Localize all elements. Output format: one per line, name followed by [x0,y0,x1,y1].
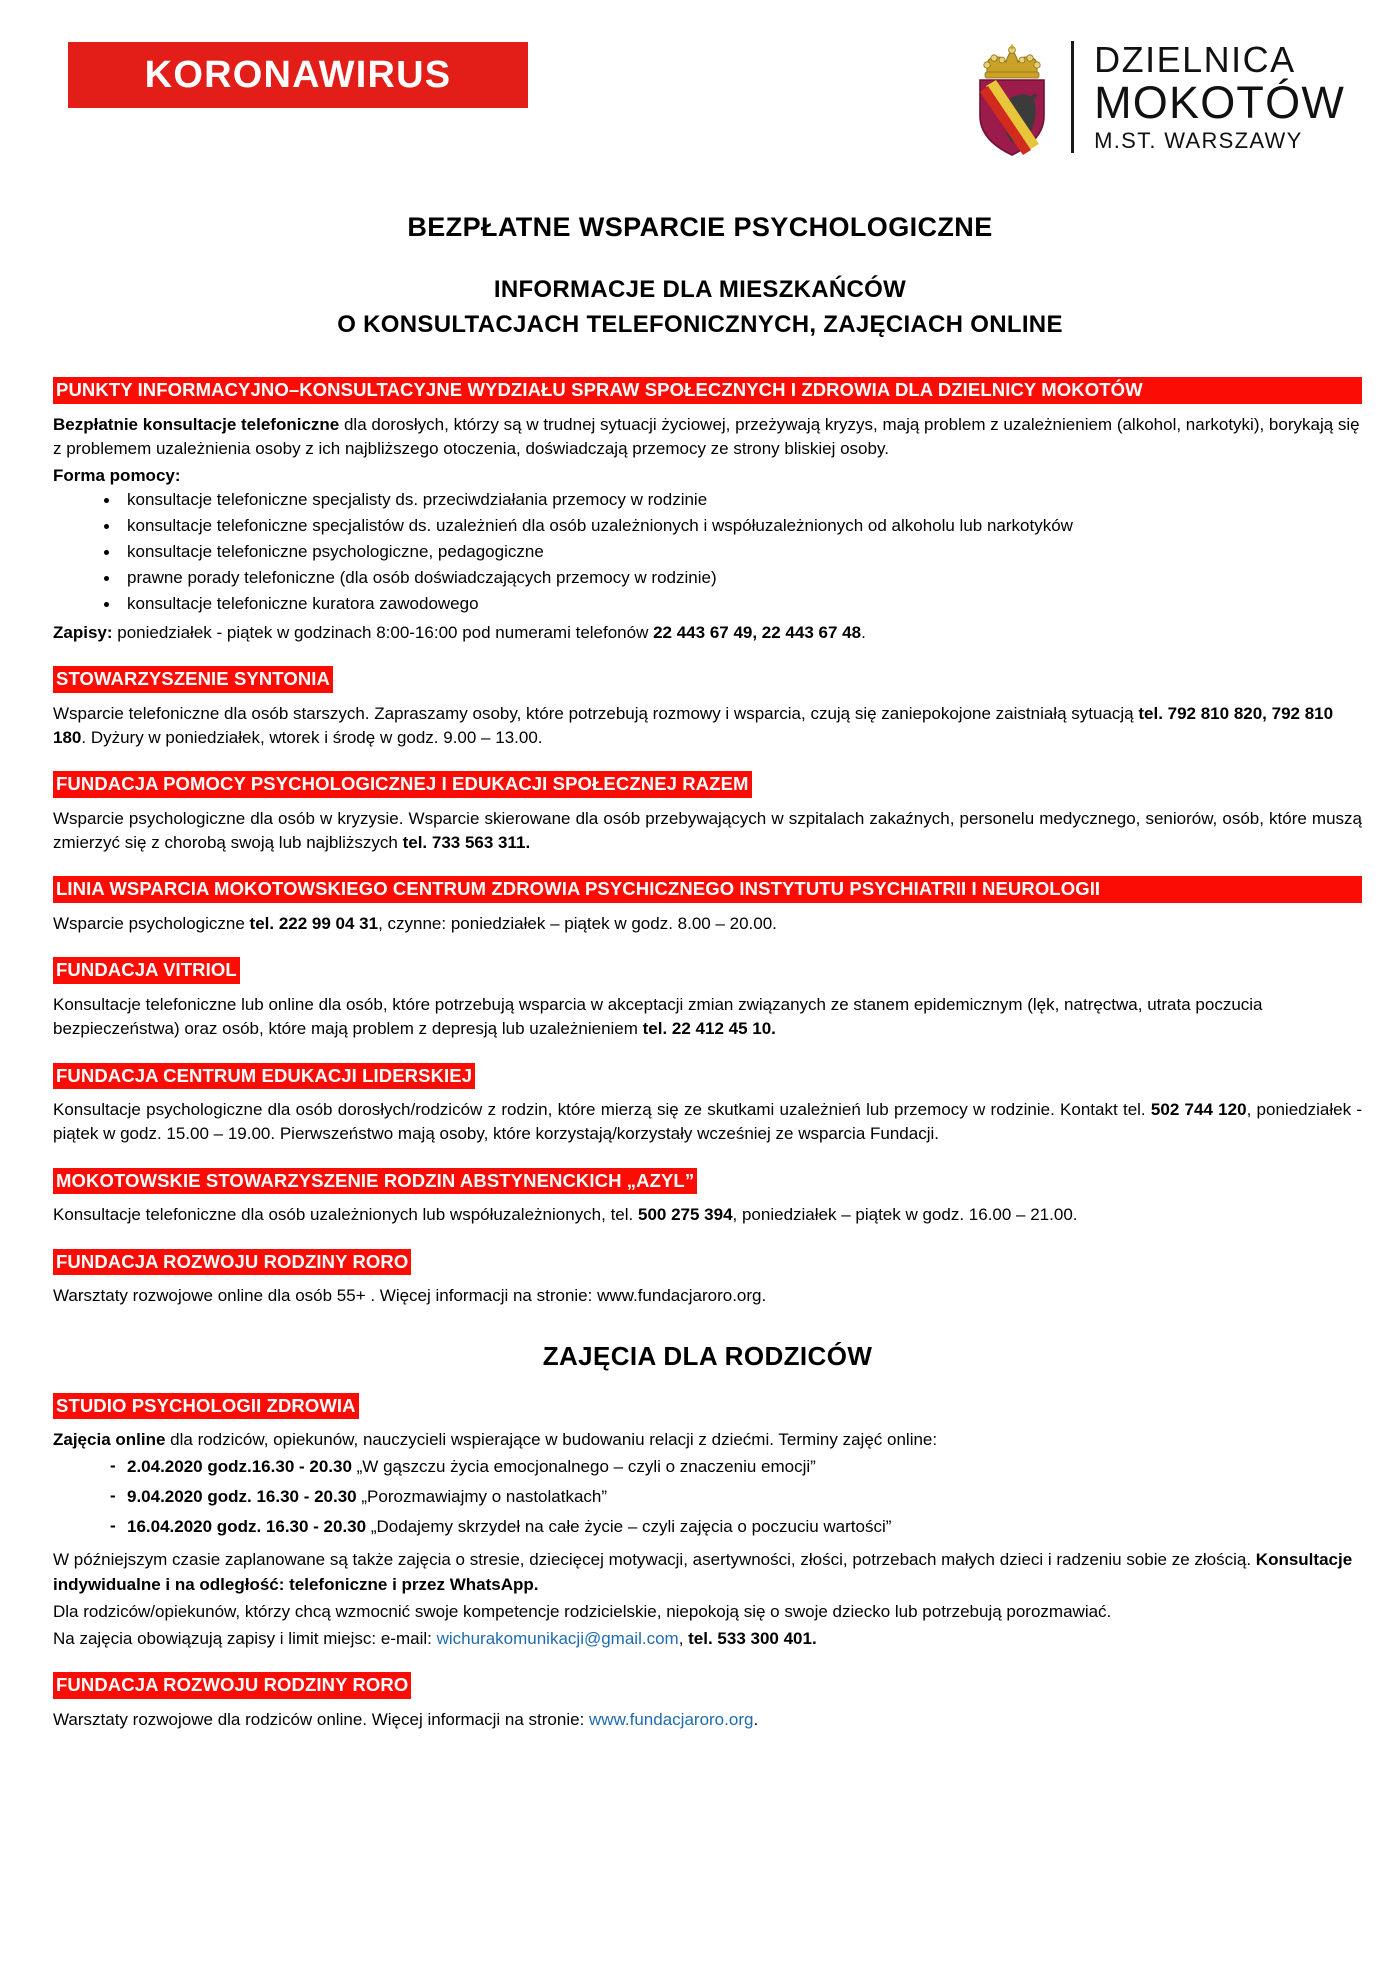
date-title: „W gąszczu życia emocjonalnego – czyli o znaczeniu emocji” [351,1457,816,1477]
studio-para-2 [53,1548,1362,1596]
liderska-text [53,1098,1362,1146]
zajecia-dla-rodzicow-title: ZAJĘCIA DLA RODZICÓW [542,1340,873,1371]
syntonia-phones: tel. 792 810 820, 792 810 180 [53,704,1334,748]
section-linia [53,876,1362,936]
liderska-text-b: , poniedziałek - piątek w godz. 15.00 – 19.00. Pierwszeństwo mają osoby, które korzystają/korzystały wcześniej ze wsparcia Fundacji. [53,1100,1362,1144]
vitriol-phone: tel. 22 412 45 10. [642,1019,776,1039]
fundacjaroro-url-link[interactable]: www.fundacjaroro.org [589,1709,754,1729]
syntonia-text [53,702,1362,750]
studio-dates-list [53,1458,1362,1535]
section-punkty [53,377,1362,645]
list-item [110,1488,1362,1505]
vitriol-text [53,993,1362,1041]
date-bold: 9.04.2020 godz. 16.30 - 20.30 [127,1487,357,1507]
section-heading-razem: FUNDACJA POMOCY PSYCHOLOGICZNEJ I EDUKACJI SPOŁECZNEJ RAZEM [53,771,752,798]
date-bold: 16.04.2020 godz. 16.30 - 20.30 [127,1517,367,1537]
list-item: konsultacje telefoniczne psychologiczne, pedagogiczne [104,543,1362,560]
section-roro-1 [53,1249,1362,1309]
section-studio [53,1393,1362,1651]
section-heading-roro-2: FUNDACJA ROZWOJU RODZINY RORO [53,1672,411,1699]
studio-para-4-b: , [678,1628,689,1648]
logo-divider [1071,41,1074,153]
azyl-phone: 500 275 394 [637,1205,733,1225]
page-title: BEZPŁATNE WSPARCIE PSYCHOLOGICZNE [407,212,993,242]
linia-text-a: Wsparcie psychologiczne [53,914,250,934]
studio-intro-rest: dla rodziców, opiekunów, nauczycieli wspierające w budowaniu relacji z dziećmi. Terminy zajęć online: [165,1430,938,1450]
punkty-bullet-list [53,491,1362,612]
roro-2-text-a: Warsztaty rozwojowe dla rodziców online. Więcej informacji na stronie: [53,1709,590,1729]
studio-intro [53,1428,1362,1452]
linia-phone: tel. 222 99 04 31 [249,914,379,934]
razem-text [53,807,1362,855]
razem-text-a: Wsparcie psychologiczne dla osób w kryzysie. Wsparcie skierowane dla osób przebywających w szpitalach zakaźnych, personelu medycznego, seniorów, osób, które muszą zmierzyć się z chorobą swoją lub najbliższych [53,809,1362,853]
koronawirus-label: KORONAWIRUS [144,54,452,96]
list-item: prawne porady telefoniczne (dla osób doświadczających przemocy w rodzinie) [104,569,1362,586]
punkty-forma-label [53,464,1362,488]
section-syntonia [53,666,1362,750]
section-heading-vitriol: FUNDACJA VITRIOL [53,957,240,984]
section-heading-azyl: MOKOTOWSKIE STOWARZYSZENIE RODZIN ABSTYNENCKICH „AZYL” [53,1168,697,1195]
document-content [0,377,1400,1732]
section-heading-syntonia: STOWARZYSZENIE SYNTONIA [53,666,333,693]
logo-line-warszawy: M.ST. WARSZAWY [1094,128,1303,153]
document-titles [0,212,1400,339]
list-item [110,1518,1362,1535]
page-subtitle-2: O KONSULTACJACH TELEFONICZNYCH, ZAJĘCIACH ONLINE [337,311,1063,338]
section-razem [53,771,1362,855]
logo-text [1094,39,1345,153]
razem-phone: tel. 733 563 311. [402,833,531,853]
zapisy-phones: 22 443 67 49, 22 443 67 48 [653,623,862,643]
studio-para-2-a: W późniejszym czasie zaplanowane są także zajęcia o stresie, dziecięcej motywacji, asertywności, złości, potrzebach małych dzieci i radzeniu sobie ze złością. [53,1550,1256,1570]
section-heading-roro-1: FUNDACJA ROZWOJU RODZINY RORO [53,1249,411,1276]
section-vitriol [53,957,1362,1041]
azyl-text [53,1203,1362,1227]
azyl-text-a: Konsultacje telefoniczne dla osób uzależnionych lub współuzależnionych, tel. [53,1205,638,1225]
roro-2-text-b: . [753,1709,759,1729]
vitriol-text-a: Konsultacje telefoniczne lub online dla osób, które potrzebują wsparcia w akceptacji zmian związanych ze stanem epidemicznym (lęk, natręctwa, utrata poczucia bezpieczeństwa) oraz osób, które mają problem z depresją lub uzależnieniem [53,995,1263,1039]
section-heading-studio: STUDIO PSYCHOLOGII ZDROWIA [53,1393,359,1420]
forma-pomocy-label: Forma pomocy: [53,466,181,486]
list-item [110,1458,1362,1475]
list-item: konsultacje telefoniczne kuratora zawodowego [104,595,1362,612]
liderska-phone: 502 744 120 [1150,1100,1247,1120]
section-heading-punkty: PUNKTY INFORMACYJNO–KONSULTACYJNE WYDZIAŁU SPRAW SPOŁECZNYCH I ZDROWIA DLA DZIELNICY MOKOTÓW [53,377,1362,404]
list-item: konsultacje telefoniczne specjalistów ds. uzależnień dla osób uzależnionych i współuzależnionych od alkoholu lub narkotyków [104,517,1362,534]
zapisy-end: . [861,623,866,643]
mokotow-logo [969,36,1345,158]
studio-intro-bold: Zajęcia online [53,1430,166,1450]
date-bold: 2.04.2020 godz.16.30 - 20.30 [127,1457,352,1477]
linia-text-b: , czynne: poniedziałek – piątek w godz. 8.00 – 20.00. [378,914,777,934]
contact-email-link[interactable]: wichurakomunikacji@gmail.com [436,1628,679,1648]
logo-line-dzielnica: DZIELNICA [1094,39,1296,80]
syntonia-text-b: . Dyżury w poniedziałek, wtorek i środę w godz. 9.00 – 13.00. [81,728,543,748]
coat-of-arms-icon [969,36,1055,158]
punkty-intro [53,413,1362,461]
studio-para-4 [53,1627,1362,1651]
section-roro-2 [53,1672,1362,1732]
section-heading-liderska: FUNDACJA CENTRUM EDUKACJI LIDERSKIEJ [53,1063,475,1090]
section-liderska [53,1063,1362,1147]
roro-2-text [53,1708,1362,1732]
punkty-intro-rest: dla dorosłych, którzy są w trudnej sytuacji życiowej, przeżywają kryzys, mają problem z uzależnieniem (alkohol, narkotyki), borykają się z problemem uzależnienia osoby z ich najbliższego otoczenia, doświadczają przemocy ze strony bliskiej osoby. [53,414,1360,458]
page-subtitle-1: INFORMACJE DLA MIESZKAŃCÓW [493,276,907,303]
punkty-zapisy [53,621,1362,645]
punkty-intro-bold: Bezpłatnie konsultacje telefoniczne [53,414,340,434]
zapisy-label: Zapisy: [53,623,113,643]
studio-phone: tel. 533 300 401. [688,1628,817,1648]
logo-line-mokotow: MOKOTÓW [1094,77,1345,128]
syntonia-text-a: Wsparcie telefoniczne dla osób starszych. Zapraszamy osoby, które potrzebują rozmowy i wsparcia, czują się zaniepokojone zaistniałą sytuacją [53,704,1139,724]
date-title: „Dodajemy skrzydeł na całe życie – czyli zajęcia o poczuciu wartości” [366,1517,892,1537]
azyl-text-b: , poniedziałek – piątek w godz. 16.00 – 21.00. [732,1205,1078,1225]
studio-para-2-bold: Konsultacje indywidualne i na odległość: telefoniczne i przez WhatsApp. [53,1550,1353,1594]
studio-para-4-a: Na zajęcia obowiązują zapisy i limit miejsc: e-mail: [53,1628,437,1648]
studio-para-3: Dla rodziców/opiekunów, którzy chcą wzmocnić swoje kompetencje rodzicielskie, niepokoją się o swoje dziecko lub potrzebują porozmawiać. [53,1601,1112,1621]
zapisy-text: poniedziałek - piątek w godzinach 8:00-16:00 pod numerami telefonów [112,623,654,643]
koronawirus-banner [68,42,528,108]
section-azyl [53,1168,1362,1228]
date-title: „Porozmawiajmy o nastolatkach” [356,1487,608,1507]
linia-text [53,912,1362,936]
document-header [0,0,1400,160]
section-heading-linia: LINIA WSPARCIA MOKOTOWSKIEGO CENTRUM ZDROWIA PSYCHICZNEGO INSTYTUTU PSYCHIATRII I NEUROLOGII [53,876,1362,903]
liderska-text-a: Konsultacje psychologiczne dla osób dorosłych/rodziców z rodzin, które mierzą się ze skutkami uzależnień lub przemocy w rodzinie. Kontakt tel. [53,1100,1151,1120]
list-item: konsultacje telefoniczne specjalisty ds. przeciwdziałania przemocy w rodzinie [104,491,1362,508]
roro-1-text: Warsztaty rozwojowe online dla osób 55+ . Więcej informacji na stronie: www.fundacjaroro.org. [53,1286,767,1306]
